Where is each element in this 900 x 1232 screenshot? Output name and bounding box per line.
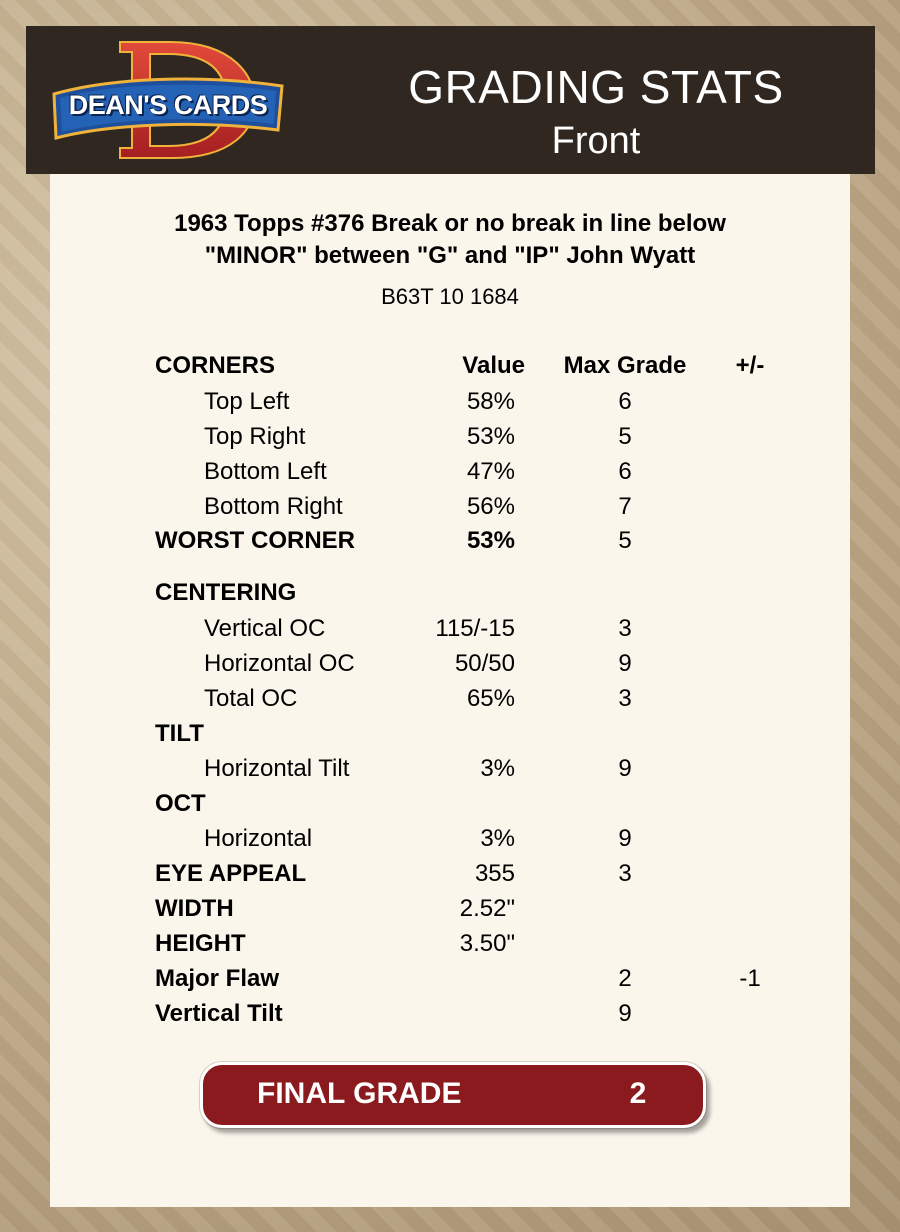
- row-label: Total OC: [204, 685, 298, 712]
- vertical-tilt-label: Vertical Tilt: [155, 1000, 283, 1027]
- height-value: 3.50": [459, 930, 515, 957]
- row-max-grade: 6: [618, 388, 632, 415]
- major-flaw-adjust: -1: [739, 965, 761, 992]
- page-subtitle: Front: [551, 120, 641, 162]
- row-max-grade: 9: [618, 825, 632, 852]
- page-title: GRADING STATS: [408, 61, 784, 113]
- final-grade-value: 2: [629, 1077, 647, 1110]
- corners-heading: CORNERS: [155, 352, 276, 379]
- row-max-grade: 6: [618, 458, 632, 485]
- card-title-line-2: "MINOR" between "G" and "IP" John Wyatt: [204, 242, 696, 269]
- row-value: 53%: [466, 423, 515, 450]
- deans-cards-logo: [50, 38, 286, 162]
- stats-panel: [50, 174, 850, 1207]
- row-value: 115/-15: [435, 615, 515, 642]
- row-value: 58%: [466, 388, 515, 415]
- card-code: B63T 10 1684: [381, 284, 519, 309]
- value-column-header: Value: [462, 352, 525, 379]
- row-value: 50/50: [454, 650, 515, 677]
- card-title: [50, 208, 850, 272]
- row-label: Horizontal: [204, 825, 313, 852]
- row-label: Vertical OC: [204, 615, 326, 642]
- worst-corner-label: WORST CORNER: [155, 527, 355, 554]
- row-label: Bottom Right: [204, 493, 343, 520]
- centering-heading: CENTERING: [155, 579, 297, 606]
- eye-appeal-value: 355: [474, 860, 515, 887]
- row-label: Top Left: [204, 388, 290, 415]
- row-max-grade: 9: [618, 755, 632, 782]
- major-flaw-max-grade: 2: [618, 965, 632, 992]
- height-label: HEIGHT: [155, 930, 246, 957]
- adjust-column-header: +/-: [735, 352, 765, 379]
- row-label: Horizontal OC: [204, 650, 355, 677]
- row-value: 3%: [480, 755, 515, 782]
- row-label: Top Right: [204, 423, 306, 450]
- major-flaw-label: Major Flaw: [155, 965, 280, 992]
- final-grade-label: FINAL GRADE: [257, 1077, 462, 1110]
- width-value: 2.52": [459, 895, 515, 922]
- eye-appeal-max-grade: 3: [618, 860, 632, 887]
- logo-text: DEAN'S CARDS: [68, 90, 268, 120]
- tilt-heading: TILT: [155, 720, 204, 747]
- oct-heading: OCT: [155, 790, 206, 817]
- card-title-line-1: 1963 Topps #376 Break or no break in line below: [174, 210, 726, 237]
- row-value: 65%: [466, 685, 515, 712]
- final-grade-badge: [200, 1062, 706, 1128]
- worst-corner-value: 53%: [466, 527, 515, 554]
- row-value: 3%: [480, 825, 515, 852]
- row-max-grade: 3: [618, 685, 632, 712]
- row-value: 56%: [466, 493, 515, 520]
- row-max-grade: 9: [618, 650, 632, 677]
- row-value: 47%: [466, 458, 515, 485]
- eye-appeal-label: EYE APPEAL: [155, 860, 307, 887]
- row-max-grade: 3: [618, 615, 632, 642]
- width-label: WIDTH: [155, 895, 234, 922]
- row-label: Bottom Left: [204, 458, 327, 485]
- row-max-grade: 5: [618, 423, 632, 450]
- vertical-tilt-max-grade: 9: [618, 1000, 632, 1027]
- worst-corner-max-grade: 5: [618, 527, 632, 554]
- max-grade-column-header: Max Grade: [563, 352, 687, 379]
- header-bar: [26, 26, 875, 174]
- row-label: Horizontal Tilt: [204, 755, 350, 782]
- row-max-grade: 7: [618, 493, 632, 520]
